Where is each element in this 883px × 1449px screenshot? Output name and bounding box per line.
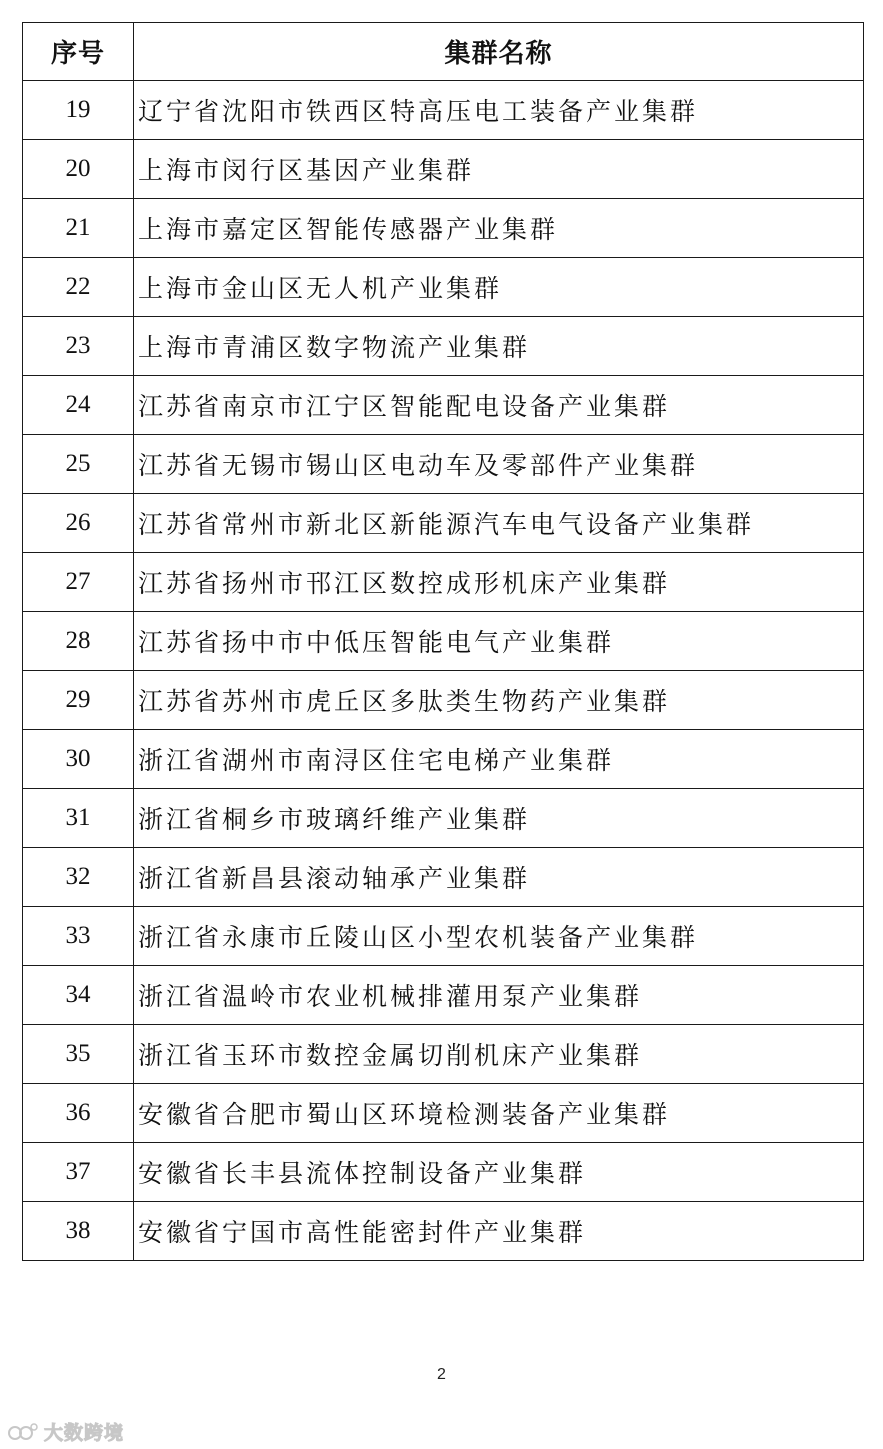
row-index: 19: [23, 81, 134, 140]
table-row: [23, 612, 864, 671]
row-cluster-name: 安徽省合肥市蜀山区环境检测装备产业集群: [134, 1084, 864, 1143]
table-row: [23, 730, 864, 789]
table-row: [23, 376, 864, 435]
row-index: 28: [23, 612, 134, 671]
cluster-table: [22, 22, 864, 1261]
watermark: [6, 1418, 124, 1445]
row-cluster-name: 浙江省桐乡市玻璃纤维产业集群: [134, 789, 864, 848]
row-index: 38: [23, 1202, 134, 1261]
row-cluster-name: 浙江省温岭市农业机械排灌用泵产业集群: [134, 966, 864, 1025]
row-cluster-name: 江苏省常州市新北区新能源汽车电气设备产业集群: [134, 494, 864, 553]
row-index: 31: [23, 789, 134, 848]
row-cluster-name: 浙江省永康市丘陵山区小型农机装备产业集群: [134, 907, 864, 966]
table-row: [23, 671, 864, 730]
watermark-text: 大数跨境: [44, 1422, 125, 1444]
row-cluster-name: 上海市青浦区数字物流产业集群: [134, 317, 864, 376]
table-row: [23, 907, 864, 966]
row-cluster-name: 浙江省新昌县滚动轴承产业集群: [134, 848, 864, 907]
header-index: 序号: [23, 23, 134, 81]
table-row: [23, 140, 864, 199]
row-index: 33: [23, 907, 134, 966]
table-row: [23, 1084, 864, 1143]
row-index: 32: [23, 848, 134, 907]
row-cluster-name: 上海市闵行区基因产业集群: [134, 140, 864, 199]
row-cluster-name: 安徽省宁国市高性能密封件产业集群: [134, 1202, 864, 1261]
row-cluster-name: 浙江省玉环市数控金属切削机床产业集群: [134, 1025, 864, 1084]
brand-logo-icon: [6, 1421, 40, 1443]
row-cluster-name: 上海市金山区无人机产业集群: [134, 258, 864, 317]
table-row: [23, 435, 864, 494]
row-index: 27: [23, 553, 134, 612]
row-index: 36: [23, 1084, 134, 1143]
row-index: 21: [23, 199, 134, 258]
table-body: [23, 81, 864, 1261]
row-index: 29: [23, 671, 134, 730]
row-cluster-name: 上海市嘉定区智能传感器产业集群: [134, 199, 864, 258]
row-index: 24: [23, 376, 134, 435]
table-header-row: [23, 23, 864, 81]
table-row: [23, 789, 864, 848]
row-index: 23: [23, 317, 134, 376]
row-index: 34: [23, 966, 134, 1025]
table-row: [23, 553, 864, 612]
row-index: 25: [23, 435, 134, 494]
row-cluster-name: 江苏省无锡市锡山区电动车及零部件产业集群: [134, 435, 864, 494]
row-index: 22: [23, 258, 134, 317]
row-cluster-name: 江苏省苏州市虎丘区多肽类生物药产业集群: [134, 671, 864, 730]
table-row: [23, 317, 864, 376]
row-index: 26: [23, 494, 134, 553]
row-cluster-name: 浙江省湖州市南浔区住宅电梯产业集群: [134, 730, 864, 789]
row-index: 30: [23, 730, 134, 789]
table-row: [23, 258, 864, 317]
row-index: 20: [23, 140, 134, 199]
table-row: [23, 81, 864, 140]
row-index: 37: [23, 1143, 134, 1202]
table-row: [23, 1202, 864, 1261]
row-index: 35: [23, 1025, 134, 1084]
table-row: [23, 966, 864, 1025]
page-number: 2: [437, 1366, 446, 1383]
header-name: 集群名称: [134, 23, 864, 81]
table-row: [23, 199, 864, 258]
table-row: [23, 848, 864, 907]
row-cluster-name: 江苏省扬中市中低压智能电气产业集群: [134, 612, 864, 671]
row-cluster-name: 安徽省长丰县流体控制设备产业集群: [134, 1143, 864, 1202]
table-row: [23, 1143, 864, 1202]
row-cluster-name: 江苏省扬州市邗江区数控成形机床产业集群: [134, 553, 864, 612]
row-cluster-name: 江苏省南京市江宁区智能配电设备产业集群: [134, 376, 864, 435]
row-cluster-name: 辽宁省沈阳市铁西区特高压电工装备产业集群: [134, 81, 864, 140]
table-row: [23, 1025, 864, 1084]
table-row: [23, 494, 864, 553]
